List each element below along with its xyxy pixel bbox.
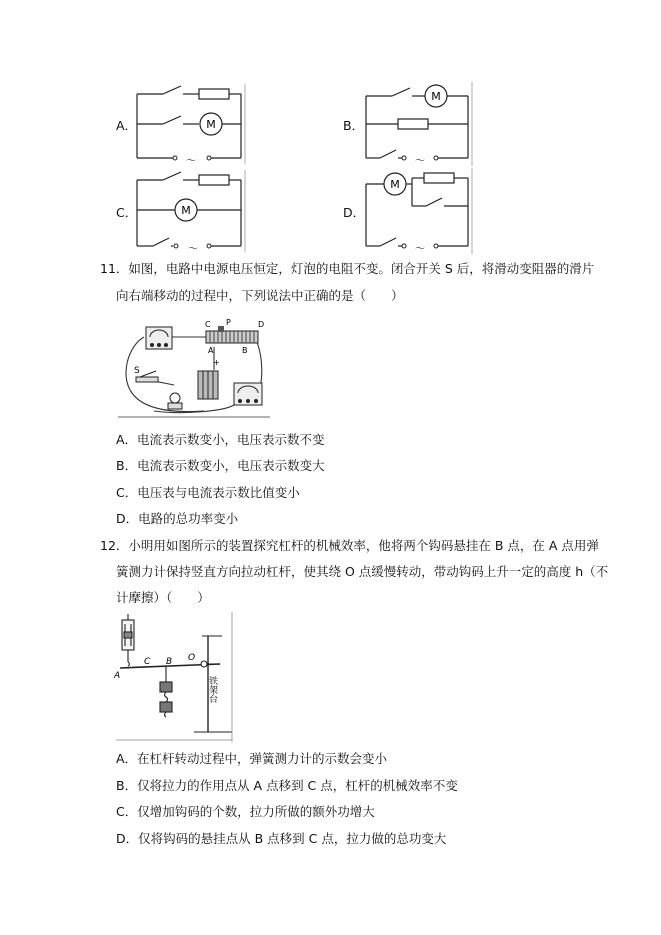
q10-circuit-a <box>133 84 251 164</box>
q10-circuit-d <box>362 168 478 254</box>
q10-option-d-label: D． <box>343 205 366 220</box>
motor-symbol: M <box>390 178 400 191</box>
label-a: A <box>208 346 214 355</box>
q10-circuit-c <box>133 170 251 252</box>
motor-symbol: M <box>181 204 191 217</box>
q12-stem-line2: 簧测力计保持竖直方向拉动杠杆，使其绕 O 点缓慢转动，带动钩码上升一定的高度 h（不 <box>116 564 609 579</box>
q11-circuit-figure <box>114 315 274 421</box>
q12-option-c: C．仅增加钩码的个数，拉力所做的额外功增大 <box>116 804 375 819</box>
q12-stem-line3: 计摩擦）（ ） <box>116 590 210 605</box>
motor-symbol: M <box>431 90 441 103</box>
q11-stem-line2: 向右端移动的过程中，下列说法中正确的是（ ） <box>116 288 404 303</box>
q10-option-b-label: B． <box>343 118 365 133</box>
q12-option-b: B．仅将拉力的作用点从 A 点移到 C 点，杠杆的机械效率不变 <box>116 778 458 793</box>
ac-symbol: ～ <box>415 244 425 254</box>
motor-symbol: M <box>206 118 216 131</box>
label-d: D <box>258 320 265 329</box>
label-iron-stand: 铁架台 <box>207 676 217 703</box>
q11-option-a: A．电流表示数变小，电压表示数不变 <box>116 432 325 447</box>
q12-option-d: D．仅将钩码的悬挂点从 B 点移到 C 点，拉力做的总功变大 <box>116 831 447 846</box>
q11-option-c: C．电压表与电流表示数比值变小 <box>116 485 300 500</box>
q11-option-b: B．电流表示数变小，电压表示数变大 <box>116 458 325 473</box>
label-plus: + <box>213 358 220 367</box>
label-c: C <box>144 657 151 667</box>
label-c: C <box>205 320 211 329</box>
q12-stem-line1: 12．小明用如图所示的装置探究杠杆的机械效率，他将两个钩码悬挂在 B 点，在 A 点用弹 <box>100 538 599 553</box>
label-s: S <box>134 366 140 376</box>
q10-circuit-b <box>362 82 478 166</box>
q11-option-d: D．电路的总功率变小 <box>116 511 239 526</box>
ac-symbol: ～ <box>415 156 425 166</box>
label-a: A <box>114 671 121 681</box>
ac-symbol: ～ <box>188 244 198 252</box>
q12-option-a: A．在杠杆转动过程中，弹簧测力计的示数会变小 <box>116 751 388 766</box>
label-p: P <box>226 318 231 327</box>
label-b: B <box>242 346 248 355</box>
q11-stem-line1: 11．如图，电路中电源电压恒定，灯泡的电阻不变。闭合开关 S 后，将滑动变阻器的滑片 <box>100 261 595 276</box>
q12-lever-figure <box>112 612 234 744</box>
q10-option-c-label: C． <box>116 205 138 220</box>
label-b: B <box>166 657 173 667</box>
q10-option-a-label: A． <box>116 118 138 133</box>
label-o: O <box>188 653 196 663</box>
ac-symbol: ～ <box>186 156 196 164</box>
